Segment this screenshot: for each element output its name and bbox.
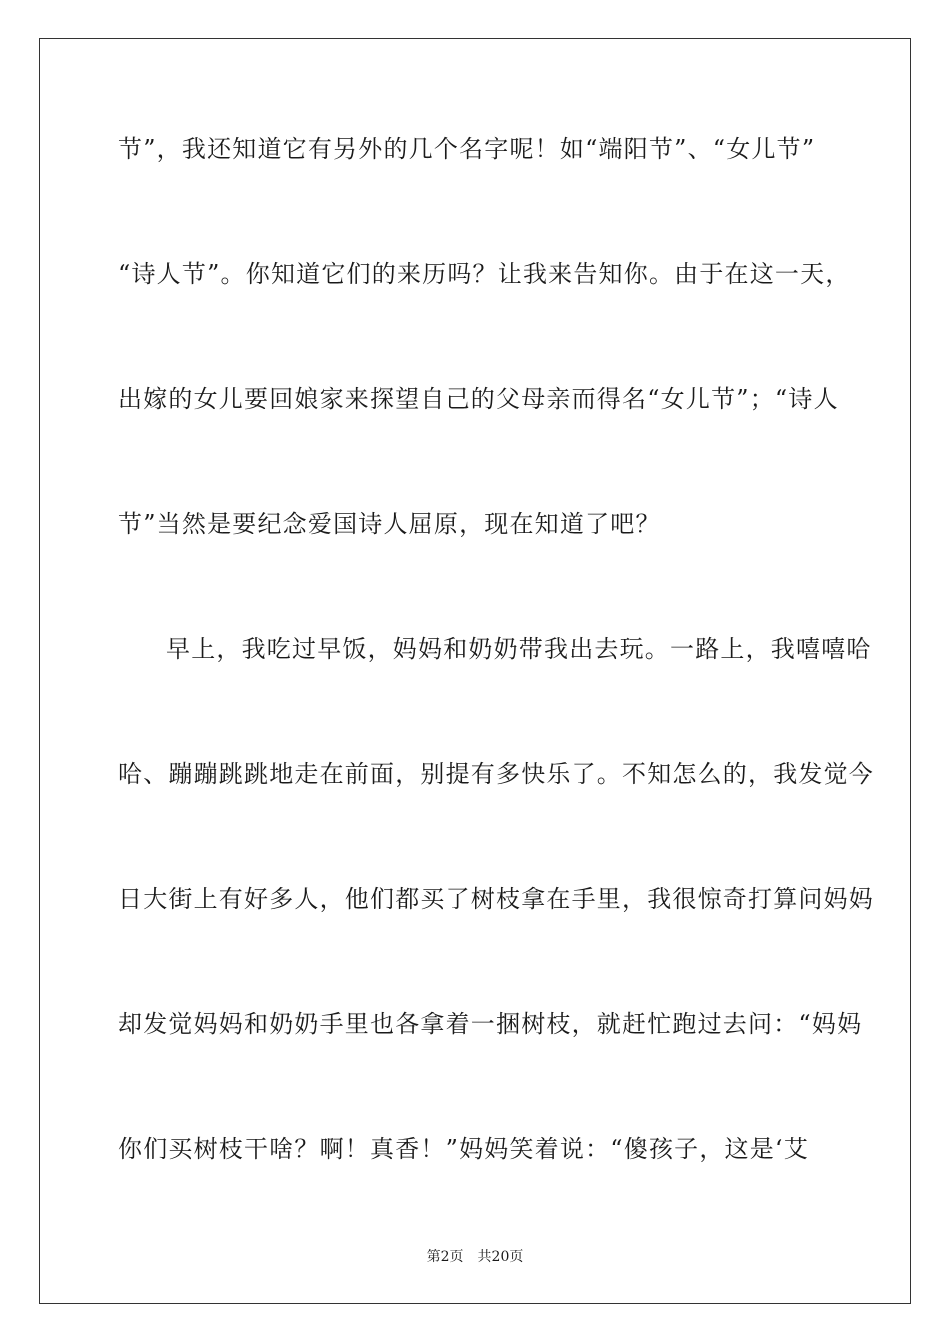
page-footer (0, 1248, 950, 1266)
paragraph-line: 哈、蹦蹦跳跳地走在前面，别提有多快乐了。不知怎么的，我发觉今 (118, 760, 874, 788)
paragraph-line: 节”当然是要纪念爱国诗人屈原，现在知道了吧？ (118, 510, 661, 538)
paragraph-line: 出嫁的女儿要回娘家来探望自己的父母亲而得名“女儿节”；“诗人 (118, 385, 839, 413)
page-border (39, 38, 911, 1304)
paragraph-line: 节”，我还知道它有另外的几个名字呢！如“端阳节”、“女儿节” (118, 135, 816, 163)
paragraph-line: 早上，我吃过早饭，妈妈和奶奶带我出去玩。一路上，我嘻嘻哈 (166, 635, 872, 663)
page-total: 共20页 (477, 1249, 524, 1265)
paragraph-line: 你们买树枝干啥？啊！真香！”妈妈笑着说：“傻孩子，这是‘艾 (118, 1135, 809, 1163)
paragraph-line: 日大街上有好多人，他们都买了树枝拿在手里，我很惊奇打算问妈妈 (118, 885, 874, 913)
page-number: 第2页 (426, 1249, 464, 1265)
paragraph-line: 却发觉妈妈和奶奶手里也各拿着一捆树枝，就赶忙跑过去问：“妈妈 (118, 1010, 863, 1038)
paragraph-line: “诗人节”。你知道它们的来历吗？让我来告知你。由于在这一天， (118, 260, 851, 288)
